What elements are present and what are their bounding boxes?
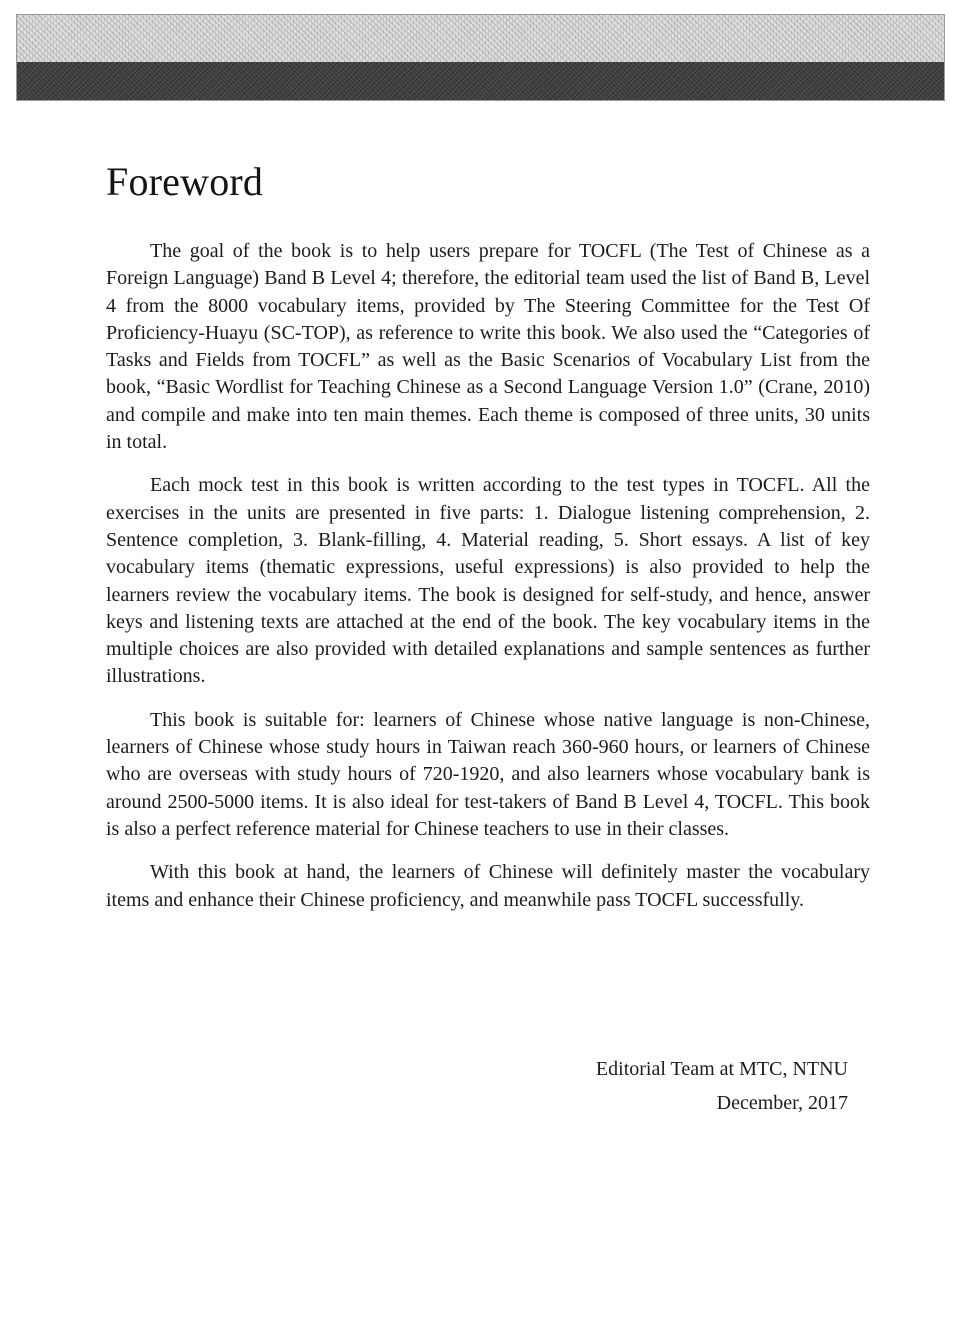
signature-block (596, 1052, 848, 1120)
header-band-texture (17, 15, 944, 62)
paragraph-2: Each mock test in this book is written according to the test types in TOCFL. All the exercises in the units are presented in five parts: 1. Dialogue listening comprehension, 2. Sentence completion, 3. Blank-filling, 4. Material reading, 5. Short essays. A list of key vocabulary items (thematic expressions, useful expressions) is also provided to help the learners review the vocabulary items. The book is designed for self-study, and hence, answer keys and listening texts are attached at the end of the book. The key vocabulary items in the multiple choices are also provided with detailed explanations and sample sentences as further illustrations. (106, 474, 870, 688)
foreword-body (106, 238, 870, 930)
page-title: Foreword (106, 159, 264, 204)
signature-author: Editorial Team at MTC, NTNU (595, 1058, 848, 1080)
paragraph-4: With this book at hand, the learners of Chinese will definitely master the vocabulary items and enhance their Chinese proficiency, and meanwhile pass TOCFL successfully. (106, 861, 870, 911)
signature-date: December, 2017 (716, 1092, 848, 1114)
paragraph-1: The goal of the book is to help users prepare for TOCFL (The Test of Chinese as a Foreign Language) Band B Level 4; therefore, the editorial team used the list of Band B, Level 4 from the 8000 vocabulary items, provided by The Steering Committee for the Test Of Proficiency-Huayu (SC-TOP), as reference to write this book. We also used the “Categories of Tasks and Fields from TOCFL” as well as the Basic Scenarios of Vocabulary List from the book, “Basic Wordlist for Teaching Chinese as a Second Language Version 1.0” (Crane, 2010) and compile and make into ten main themes. Each theme is composed of three units, 30 units in total. (106, 240, 870, 454)
header-band-dark-strip (17, 62, 944, 101)
paragraph-3: This book is suitable for: learners of Chinese whose native language is non-Chinese, learners of Chinese whose study hours in Taiwan reach 360-960 hours, or learners of Chinese who are overseas with study hours of 720-1920, and also learners whose vocabulary bank is around 2500-5000 items. It is also ideal for test-takers of Band B Level 4, TOCFL. This book is also a perfect reference material for Chinese teachers to use in their classes. (106, 708, 870, 840)
header-band (16, 14, 945, 101)
